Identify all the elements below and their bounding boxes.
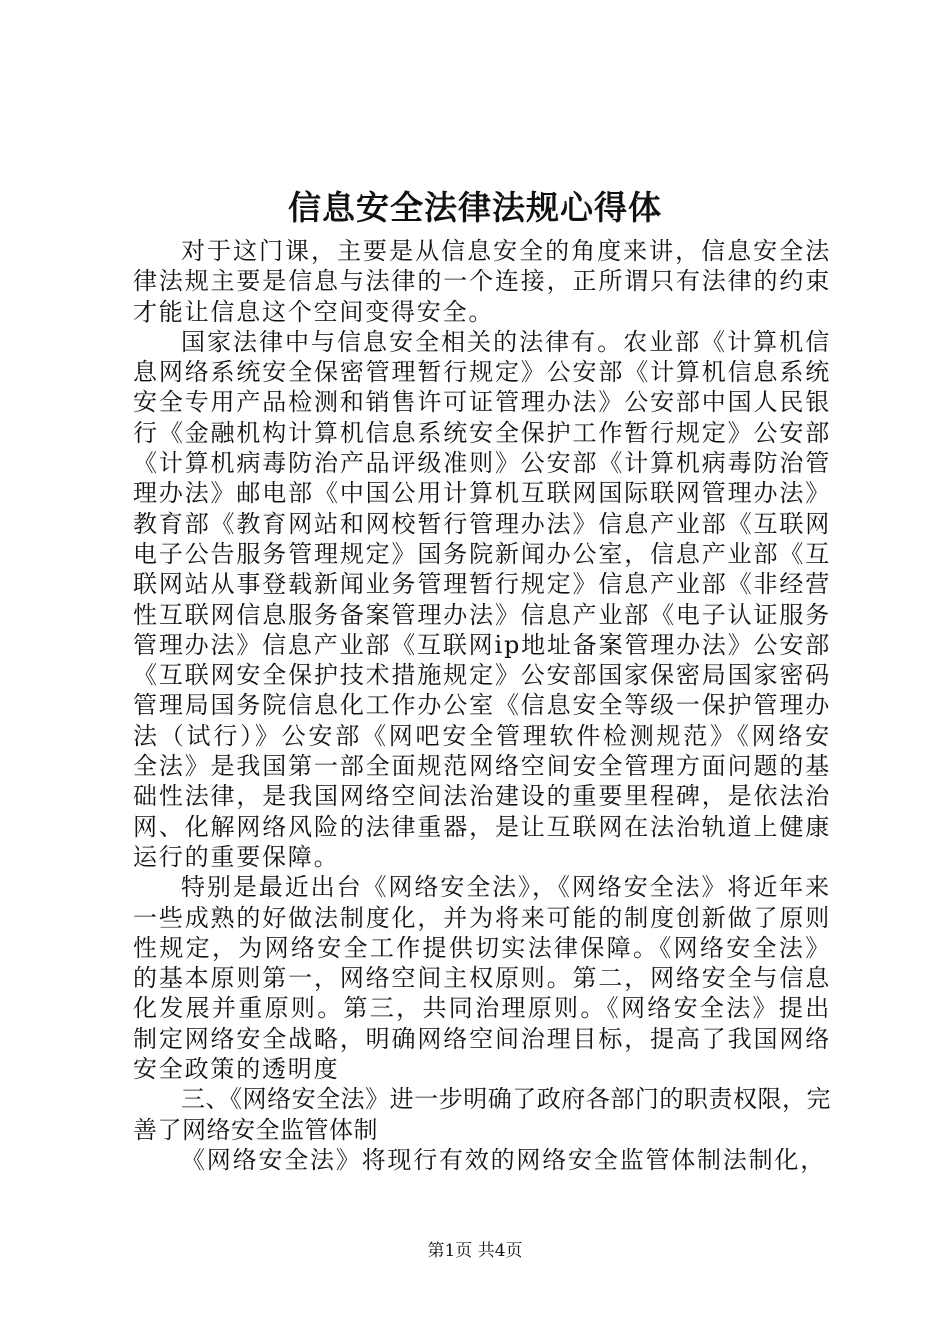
document-title: 信息安全法律法规心得体 bbox=[288, 188, 662, 227]
paragraph-supervision: 《网络安全法》将现行有效的网络安全监管体制法制化， bbox=[181, 1145, 826, 1174]
paragraph-cybersecurity-law: 特别是最近出台《网络安全法》，《网络安全法》将近年来一些成熟的好做法制度化，并为将来可能的制度创新做了原则性规定，为网络安全工作提供切实法律保障。《网络安全法》的基本原则第一，网络空间主权原则。第二，网络安全与信息化发展并重原则。第三，共同治理原则。《网络安全法》提出制定网络安全战略，明确网络空间治理目标，提高了我国网络安全政策的透明度 bbox=[133, 873, 831, 1084]
page-number-footer: 第1页 共4页 bbox=[427, 1241, 523, 1261]
paragraph-laws: 国家法律中与信息安全相关的法律有。农业部《计算机信息网络系统安全保密管理暂行规定》公安部《计算机信息系统安全专用产品检测和销售许可证管理办法》公安部中国人民银行《金融机构计算机信息系统安全保护工作暂行规定》公安部《计算机病毒防治产品评级准则》公安部《计算机病毒防治管理办法》邮电部《中国公用计算机互联网国际联网管理办法》教育部《教育网站和网校暂行管理办法》信息产业部《互联网电子公告服务管理规定》国务院新闻办公室，信息产业部《互联网站从事登载新闻业务管理暂行规定》信息产业部《非经营性互联网信息服务备案管理办法》信息产业部《电子认证服务管理办法》信息产业部《互联网ip地址备案管理办法》公安部《互联网安全保护技术措施规定》公安部国家保密局国家密码管理局国务院信息化工作办公室《信息安全等级一保护管理办法（试行）》公安部《网吧安全管理软件检测规范》《网络安全法》是我国第一部全面规范网络空间安全管理方面问题的基础性法律，是我国网络空间法治建设的重要里程碑，是依法治网、化解网络风险的法律重器，是让互联网在法治轨道上健康运行的重要保障。 bbox=[133, 327, 831, 871]
document-body bbox=[133, 236, 831, 1175]
paragraph-section-three: 三、《网络安全法》进一步明确了政府各部门的职责权限，完善了网络安全监管体制 bbox=[133, 1085, 831, 1144]
paragraph-intro: 对于这门课，主要是从信息安全的角度来讲，信息安全法律法规主要是信息与法律的一个连接，正所谓只有法律的约束才能让信息这个空间变得安全。 bbox=[133, 237, 831, 326]
